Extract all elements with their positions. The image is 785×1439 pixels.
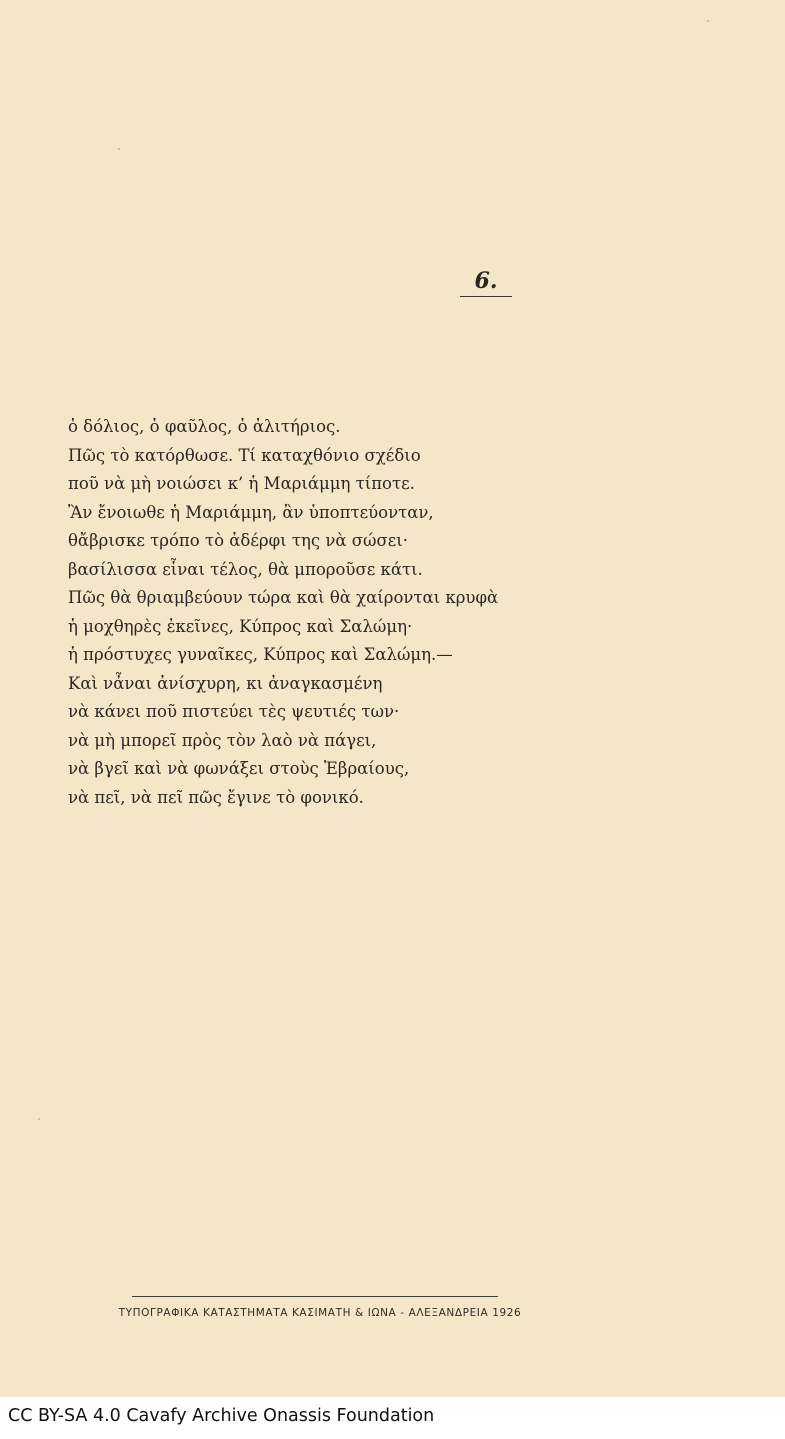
paper-speck — [707, 20, 709, 22]
paper-speck — [118, 148, 120, 150]
poem-line: ποῦ νὰ μὴ νοιώσει κ’ ἡ Μαριάμμη τίποτε. — [68, 474, 415, 493]
license-credit: CC BY-SA 4.0 Cavafy Archive Onassis Foundation — [8, 1406, 435, 1426]
poem-line: θἄβρισκε τρόπο τὸ ἀδέρφι της νὰ σώσει· — [68, 531, 408, 550]
printer-imprint: ΤΥΠΟΓΡΑΦΙΚΑ ΚΑΤΑΣΤΗΜΑΤΑ ΚΑΣΙΜΑΤΗ & ΙΩΝΑ - ΑΛΕΞΑΝΔΡΕΙΑ 1926 — [118, 1307, 522, 1319]
poem-line: Πῶς τὸ κατόρθωσε. Τί καταχθόνιο σχέδιο — [68, 445, 421, 465]
poem-line: ὁ δόλιος, ὁ φαῦλος, ὁ ἀλιτήριος. — [68, 417, 341, 436]
paper-speck — [38, 1118, 40, 1120]
poem-line: Πῶς θὰ θριαμβεύουν τώρα καὶ θὰ χαίρονται κρυφὰ — [68, 588, 499, 607]
poem-line: νὰ κάνει ποῦ πιστεύει τὲς ψευτιές των· — [68, 702, 400, 721]
poem-line: ἡ πρόστυχες γυναῖκες, Κύπρος καὶ Σαλώμη.— — [68, 645, 453, 664]
poem-line: νὰ πεῖ, νὰ πεῖ πῶς ἔγινε τὸ φονικό. — [68, 787, 364, 807]
handwritten-page-number: 6. — [474, 268, 498, 294]
poem-line: βασίλισσα εἶναι τέλος, θὰ μποροῦσε κάτι. — [68, 559, 423, 579]
poem-line: νὰ βγεῖ καὶ νὰ φωνάξει στοὺς Ἑβραίους, — [68, 759, 410, 778]
poem-line: Ἂν ἔνοιωθε ἡ Μαριάμμη, ἂν ὑποπτεύονταν, — [68, 502, 434, 522]
poem-line: νὰ μὴ μπορεῖ πρὸς τὸν λαὸ νὰ πάγει, — [68, 730, 377, 750]
footer-rule — [132, 1296, 498, 1297]
page-number-underline — [460, 296, 512, 297]
poem-line: ἡ μοχθηρὲς ἐκεῖνες, Κύπρος καὶ Σαλώμη· — [68, 616, 413, 636]
poem-text — [68, 413, 748, 812]
poem-line: Καὶ νἆναι ἀνίσχυρη, κι ἀναγκασμένη — [68, 673, 383, 693]
